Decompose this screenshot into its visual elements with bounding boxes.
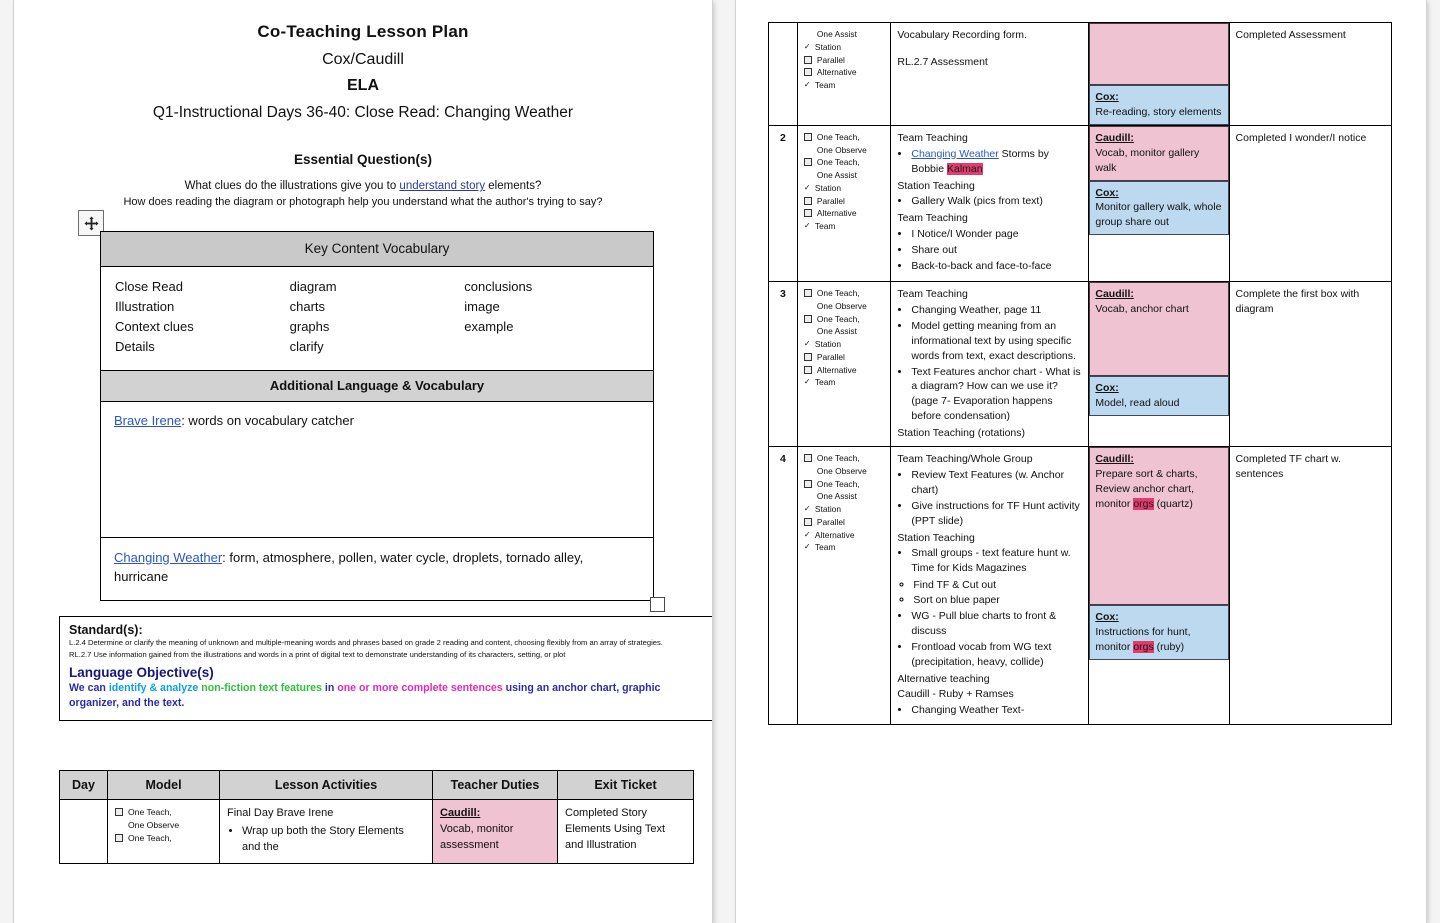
duty-block-cox: [1089, 605, 1228, 660]
section-bullets-2: [897, 609, 1082, 670]
list-item: ◦ Sort on blue paper: [913, 593, 1082, 608]
section-heading: Caudill - Ruby + Ramses: [897, 687, 1014, 700]
changing-weather-link[interactable]: Changing Weather: [911, 147, 999, 160]
checkbox-label: Alternative: [816, 208, 857, 219]
lo-part-6: using an anchor chart, graphic organizer, and the text.: [69, 681, 661, 709]
checkbox-item[interactable]: [804, 452, 884, 465]
checkbox-icon[interactable]: [804, 315, 812, 323]
checkbox-item[interactable]: [804, 465, 884, 478]
col-header-lesson-activities: Lesson Activities: [220, 771, 433, 800]
check-mark-icon[interactable]: ✓: [803, 80, 811, 90]
essential-questions-heading: Essential Question(s): [293, 152, 433, 167]
activity-line: Vocabulary Recording form.: [897, 29, 1027, 41]
table-row: [60, 800, 694, 864]
vocab-cell: Context clues: [115, 319, 194, 335]
checkbox-icon[interactable]: [804, 209, 812, 217]
checkbox-item[interactable]: [115, 819, 212, 832]
checkbox-icon[interactable]: [804, 366, 812, 374]
checkbox-label: Alternative: [816, 364, 857, 375]
lo-part-5: one or more complete sentences: [337, 681, 503, 694]
section-heading: Team Teaching: [897, 131, 968, 144]
highlighted-word: orgs: [1133, 497, 1154, 510]
title-block: [14, 0, 712, 122]
lo-part-4: in: [324, 681, 338, 694]
checkbox-label: Parallel: [816, 351, 845, 362]
cell-exit-ticket: Completed Story Elements Using Text and Illustration: [558, 800, 694, 864]
highlighted-word: orgs: [1133, 640, 1154, 653]
duty-text: Monitor gallery walk, whole group share out: [1095, 201, 1222, 229]
checkbox-label: One Assist: [816, 29, 857, 39]
cell-exit-ticket: Completed Assessment: [1229, 23, 1391, 126]
section-subbullets: [897, 578, 1082, 608]
duty-teacher-name: Cox:: [1095, 611, 1119, 624]
check-mark-icon[interactable]: ✓: [803, 339, 811, 349]
check-mark-icon[interactable]: ✓: [803, 377, 811, 387]
vocab-cell: clarify: [289, 339, 324, 355]
model-checkbox-list: [115, 806, 212, 845]
right-page-day-table: [768, 22, 1392, 725]
standard-rl27: RL.2.7 Use information gained from the illustrations and words in a print of digital text to demonstrate understanding of its characters, setting, or plot: [69, 649, 566, 659]
checkbox-item[interactable]: [804, 156, 884, 169]
checkbox-icon[interactable]: [804, 454, 812, 462]
checkbox-item[interactable]: [804, 478, 884, 491]
list-item: • Gallery Walk (pics from text): [911, 194, 1082, 209]
list-item: • Give instructions for TF Hunt activity (PPT slide): [911, 499, 1082, 529]
checkbox-label: One Observe: [816, 300, 867, 311]
table-row: [769, 447, 1392, 725]
checkbox-label: Alternative: [816, 67, 857, 78]
language-objective-text: [69, 681, 703, 712]
model-checkbox-list: [804, 28, 884, 92]
section-bullets: [897, 546, 1082, 576]
unit-line: Q1-Instructional Days 36-40: Close Read: Changing Weather: [152, 104, 574, 121]
checkbox-label: Team: [814, 221, 836, 232]
list-item: • Frontload vocab from WG text (precipitation, heavy, collide): [911, 640, 1082, 670]
duty-text: Model, read aloud: [1095, 396, 1180, 409]
duty-teacher-name: Caudill:: [1095, 287, 1134, 300]
checkbox-item[interactable]: [804, 490, 884, 503]
checkbox-item[interactable]: [804, 313, 884, 326]
duty-text-a: Prepare sort & charts, Review anchor chart, monitor: [1095, 467, 1198, 510]
additional-vocabulary-entry-1: [101, 402, 653, 537]
checkbox-item[interactable]: [804, 220, 884, 233]
section-heading: Team Teaching: [897, 287, 968, 300]
day-table: [59, 770, 694, 864]
col-header-model: Model: [108, 771, 220, 800]
checkbox-item[interactable]: [804, 66, 884, 79]
col-header-teacher-duties: Teacher Duties: [433, 771, 558, 800]
duty-text-a: Instructions for hunt, monitor: [1095, 625, 1191, 653]
table-row: [769, 281, 1392, 446]
checkbox-label: Station: [814, 504, 841, 515]
table-row: [769, 23, 1392, 126]
cell-day: [60, 800, 108, 864]
duty-teacher-name: Cox:: [1095, 381, 1119, 394]
eq1-before: What clues do the illustrations give you to: [184, 180, 400, 192]
cell-teacher-duties: [1089, 125, 1229, 281]
checkbox-item[interactable]: [804, 338, 884, 351]
section-heading: Team Teaching: [897, 212, 968, 225]
cell-lesson-activities: [891, 125, 1089, 281]
list-item: • Review Text Features (w. Anchor chart): [911, 468, 1082, 498]
list-item: • Changing Weather, page 11: [911, 303, 1082, 318]
checkbox-item[interactable]: [804, 541, 884, 554]
duty-teacher-name: Cox:: [1095, 186, 1119, 199]
cell-lesson-activities: [220, 800, 433, 864]
checkbox-icon[interactable]: [804, 197, 812, 205]
duty-text: Vocab, anchor chart: [1095, 302, 1189, 315]
additional-vocabulary-header: Additional Language & Vocabulary: [101, 370, 653, 402]
duty-split: [1089, 23, 1228, 125]
page-title: Co-Teaching Lesson Plan: [257, 22, 469, 41]
duty-teacher-name: Caudill:: [1095, 453, 1134, 466]
checkbox-label: Team: [814, 542, 836, 553]
section-bullets: [897, 468, 1082, 529]
checkbox-icon[interactable]: [804, 353, 812, 361]
checkbox-item[interactable]: [804, 207, 884, 220]
cell-teacher-duties: [433, 800, 558, 864]
vocabulary-table: [100, 231, 654, 601]
eq1-after: elements?: [485, 180, 542, 192]
col-header-exit-ticket: Exit Ticket: [558, 771, 694, 800]
activity-bullets: [227, 824, 425, 856]
list-item: • Small groups - text feature hunt w. Time for Kids Magazines: [911, 546, 1082, 576]
checkbox-label: Parallel: [816, 516, 845, 527]
section-heading: Station Teaching (rotations): [897, 427, 1025, 440]
list-item: • Model getting meaning from an informational text by using specific words from text, exact descriptions.: [911, 319, 1082, 364]
checkbox-icon[interactable]: [804, 518, 812, 526]
list-item: • Back-to-back and face-to-face: [911, 259, 1082, 274]
duty-block-caudill: [1089, 447, 1228, 605]
checkbox-label: Station: [814, 182, 841, 193]
list-item: • Wrap up both the Story Elements and the: [242, 824, 425, 856]
checkbox-label: One Teach,: [816, 157, 860, 168]
checkbox-icon[interactable]: [804, 133, 812, 141]
activity-spacer: [897, 43, 1082, 55]
vocabulary-row: [115, 317, 639, 337]
duty-block-caudill: [1089, 23, 1228, 85]
cell-lesson-activities: [891, 23, 1089, 126]
checkbox-item[interactable]: [804, 529, 884, 542]
cell-day: [769, 23, 798, 126]
brave-irene-link[interactable]: Brave Irene: [114, 412, 182, 428]
entry2-text: : form, atmosphere, pollen, water cycle, droplets, tornado alley, hurricane: [114, 549, 584, 585]
checkbox-item[interactable]: [115, 806, 212, 819]
checkbox-item[interactable]: [804, 351, 884, 364]
check-mark-icon[interactable]: ✓: [803, 221, 811, 231]
checkbox-label: Team: [814, 377, 836, 388]
checkbox-label: One Teach,: [816, 287, 860, 298]
checkbox-label: One Teach,: [128, 832, 172, 843]
duty-block-caudill: [1089, 282, 1228, 376]
section-bullets: [897, 147, 1082, 177]
model-checkbox-list: [804, 452, 884, 554]
duty-block-cox: [1089, 85, 1228, 125]
essential-question-2: How does reading the diagram or photograph help you understand what the author's trying to say?: [123, 196, 603, 208]
checkbox-label: One Teach,: [128, 807, 172, 817]
duty-teacher-name: Caudill:: [1095, 131, 1134, 144]
checkbox-label: Station: [814, 339, 841, 350]
table-row: [769, 125, 1392, 281]
cell-lesson-activities: [891, 281, 1089, 446]
checkbox-item[interactable]: [804, 516, 884, 529]
checkbox-icon[interactable]: [804, 56, 812, 64]
duty-block-caudill: [1089, 126, 1228, 181]
checkbox-label: One Assist: [816, 491, 857, 502]
activity-line: RL.2.7 Assessment: [897, 55, 988, 68]
checkbox-item[interactable]: [804, 287, 884, 300]
vocab-cell: conclusions: [464, 279, 533, 294]
duty-text-b: (quartz): [1153, 497, 1193, 510]
check-mark-icon[interactable]: ✓: [803, 504, 811, 514]
checkbox-item[interactable]: [804, 54, 884, 67]
vocab-cell: Illustration: [115, 299, 175, 315]
list-item: • Changing Weather Text-: [911, 703, 1082, 718]
checkbox-item[interactable]: [804, 300, 884, 313]
list-item: • Text Features anchor chart - What is a diagram? How can we use it? (page 7- Evaporation happens before condensation): [911, 365, 1082, 425]
entry1-text: : words on vocabulary catcher: [181, 412, 354, 428]
checkbox-item[interactable]: [804, 376, 884, 389]
highlighted-word: Kalman: [946, 162, 983, 175]
cell-lesson-activities: [891, 447, 1089, 725]
check-mark-icon[interactable]: ✓: [803, 542, 811, 552]
checkbox-icon[interactable]: [804, 289, 812, 297]
check-mark-icon[interactable]: ✓: [803, 41, 811, 51]
section-heading: Station Teaching: [897, 179, 975, 192]
cell-model: [797, 23, 890, 126]
checkbox-icon[interactable]: [115, 808, 123, 816]
vocab-cell: [464, 337, 639, 357]
cell-teacher-duties: [1089, 281, 1229, 446]
vocab-cell: Details: [115, 339, 155, 355]
cell-teacher-duties: [1089, 23, 1229, 126]
section-bullets: [897, 227, 1082, 274]
list-item: • Changing Weather Storms by Bobbie Kalman: [911, 147, 1082, 177]
model-checkbox-list: [804, 287, 884, 389]
vocab-cell: charts: [289, 299, 326, 315]
checkbox-item[interactable]: [804, 364, 884, 377]
checkbox-item[interactable]: [804, 79, 884, 92]
vocabulary-body: [101, 267, 653, 370]
checkbox-label: One Observe: [128, 819, 180, 830]
checkbox-label: Team: [814, 80, 836, 91]
checkbox-item[interactable]: [804, 182, 884, 195]
additional-vocabulary-entry-2: [101, 537, 653, 600]
checkbox-label: One Teach,: [816, 478, 860, 489]
checkbox-label: Alternative: [814, 529, 855, 540]
lo-part-1: We can: [69, 681, 109, 694]
standards-heading: Standard(s):: [69, 623, 143, 637]
vocab-cell: Close Read: [115, 279, 183, 294]
checkbox-label: One Teach,: [816, 131, 860, 142]
model-checkbox-list: [804, 131, 884, 233]
duty-teacher-name: Caudill:: [440, 807, 481, 819]
vocab-cell: diagram: [289, 279, 337, 294]
duty-text: Vocab, monitor assessment: [440, 822, 514, 851]
duty-block-cox: [1089, 181, 1228, 236]
checkbox-item[interactable]: [804, 28, 884, 41]
cell-day: 4: [769, 447, 798, 725]
checkbox-icon[interactable]: [804, 68, 812, 76]
checkbox-label: One Observe: [816, 144, 867, 155]
vocab-cell: example: [464, 319, 514, 335]
vocabulary-header: Key Content Vocabulary: [101, 232, 653, 267]
changing-weather-link[interactable]: Changing Weather: [114, 549, 223, 565]
teachers-line: Cox/Caudill: [322, 51, 404, 68]
checkbox-icon[interactable]: [804, 158, 812, 166]
vocab-cell: graphs: [289, 319, 330, 335]
section-heading: Station Teaching: [897, 531, 975, 544]
check-mark-icon[interactable]: ✓: [803, 529, 811, 539]
checkbox-icon[interactable]: [804, 480, 812, 488]
section-bullets: [897, 194, 1082, 209]
checkbox-item[interactable]: [804, 195, 884, 208]
checkbox-label: Parallel: [816, 195, 845, 206]
subject-line: ELA: [347, 77, 379, 94]
activity-title: Final Day Brave Irene: [227, 807, 334, 819]
standard-l24: L.2.4 Determine or clarify the meaning of unknown and multiple-meaning words and phrases based on grade 2 reading and content, choosing flexibly from an array of strategies.: [69, 638, 663, 647]
vocab-cell: image: [464, 299, 500, 315]
day-table-header-row: [60, 771, 694, 800]
vocabulary-row: [115, 337, 639, 357]
checkbox-item[interactable]: [804, 325, 884, 338]
lesson-plan-page-right: [736, 0, 1426, 923]
checkbox-item[interactable]: [804, 169, 884, 182]
cell-model: [797, 281, 890, 446]
checkbox-item[interactable]: [804, 503, 884, 516]
cell-day: 3: [769, 281, 798, 446]
checkbox-label: One Assist: [816, 326, 857, 337]
col-header-day: Day: [60, 771, 108, 800]
duty-text-b: (ruby): [1153, 640, 1185, 653]
duty-split: [1089, 126, 1228, 235]
section-bullets: [897, 303, 1082, 424]
check-mark-icon[interactable]: ✓: [803, 182, 811, 192]
vocabulary-row: [115, 297, 639, 317]
checkbox-item[interactable]: [804, 131, 884, 144]
duty-text: Re-reading, story elements: [1095, 105, 1222, 118]
section-heading: Alternative teaching: [897, 672, 990, 685]
cell-model: [797, 447, 890, 725]
checkbox-item[interactable]: [115, 832, 212, 845]
duty-split: [1089, 447, 1228, 660]
duty-teacher-name: Cox:: [1095, 91, 1119, 103]
cell-day: 2: [769, 125, 798, 281]
checkbox-label: Parallel: [816, 54, 845, 65]
list-item: • WG - Pull blue charts to front & discuss: [911, 609, 1082, 639]
essential-question-1: [14, 180, 712, 192]
lo-part-2: identify & analyze: [108, 681, 199, 694]
lo-part-3: non-fiction text features: [198, 681, 325, 694]
cell-exit-ticket: Complete the first box with diagram: [1229, 281, 1391, 446]
vocabulary-row: [115, 277, 639, 297]
duty-split: [1089, 282, 1228, 416]
cell-model: [797, 125, 890, 281]
standards-box: [59, 616, 712, 721]
list-item: • Share out: [911, 243, 1082, 258]
checkbox-item[interactable]: [804, 41, 884, 54]
checkbox-label: Station: [814, 41, 841, 52]
duty-block-cox: [1089, 376, 1228, 416]
section-bullets: [897, 703, 1082, 718]
checkbox-label: One Observe: [816, 465, 867, 476]
list-item: • I Notice/I Wonder page: [911, 227, 1082, 242]
resize-handle-icon[interactable]: [650, 597, 665, 612]
cell-exit-ticket: Completed TF chart w. sentences: [1229, 447, 1391, 725]
checkbox-label: One Teach,: [816, 453, 860, 464]
checkbox-label: One Teach,: [816, 313, 860, 324]
section-heading: Team Teaching/Whole Group: [897, 453, 1033, 466]
lesson-plan-page-left: [14, 0, 712, 923]
language-objective-heading: Language Objective(s): [69, 664, 214, 680]
cell-teacher-duties: [1089, 447, 1229, 725]
eq1-link[interactable]: understand story: [399, 180, 486, 192]
duty-text: Vocab, monitor gallery walk: [1095, 146, 1200, 174]
cell-exit-ticket: Completed I wonder/I notice: [1229, 125, 1391, 281]
checkbox-icon[interactable]: [115, 834, 123, 842]
checkbox-label: One Assist: [816, 170, 857, 181]
cell-model: [108, 800, 220, 864]
list-item: ◦ Find TF & Cut out: [913, 578, 1082, 593]
checkbox-item[interactable]: [804, 144, 884, 157]
